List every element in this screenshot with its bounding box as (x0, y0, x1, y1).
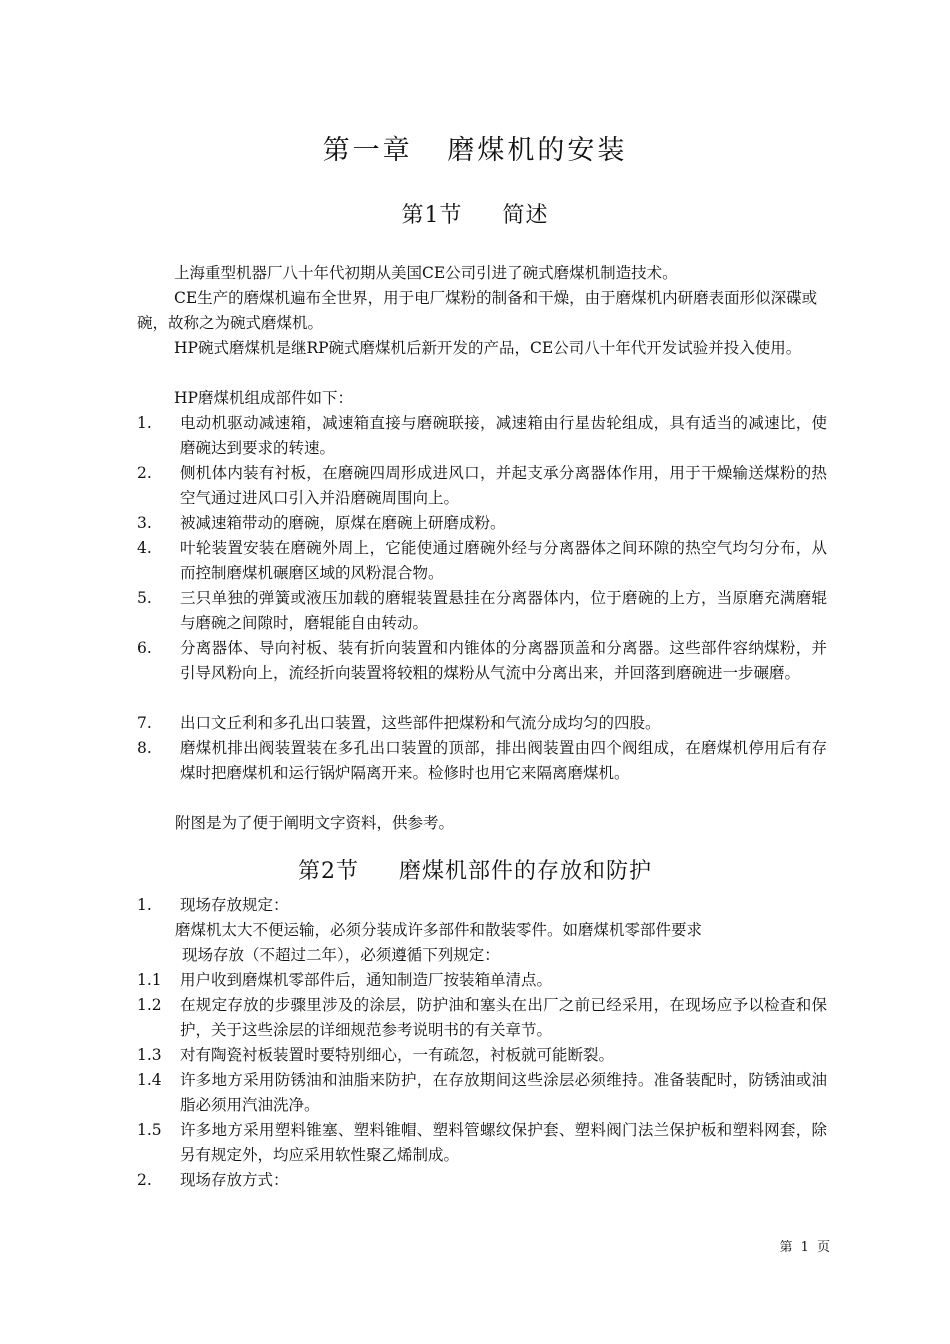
list-item-text: 出口文丘利和多孔出口装置，这些部件把煤粉和气流分成均匀的四股。 (180, 714, 661, 732)
list-item-text: 许多地方采用防锈油和油脂来防护，在存放期间这些涂层必须维持。准备装配时，防锈油或油脂必须用汽油洗净。 (180, 1071, 827, 1114)
list-item-number: 6. (137, 639, 152, 657)
sub-list-item (137, 1068, 827, 1118)
page-number: 第 1 页 (779, 1240, 830, 1255)
list-item (137, 411, 827, 461)
list-item (137, 461, 827, 511)
section-1-title: 第1节 简述 (401, 203, 549, 228)
section-2-title: 第2节 磨煤机部件的存放和防护 (298, 859, 652, 884)
list-item (137, 711, 827, 736)
list-item (137, 511, 827, 536)
list-item (137, 736, 827, 786)
sub-list-item (137, 1118, 827, 1168)
sub-list-item (137, 1043, 827, 1068)
list-item-number: 1.2 (137, 996, 162, 1014)
paragraph: HP磨煤机组成部件如下： (174, 389, 353, 407)
list-item-number: 1.4 (137, 1071, 162, 1089)
closing-note: 附图是为了便于阐明文字资料，供参考。 (175, 814, 455, 832)
list-item (137, 1168, 827, 1193)
sub-list-item (137, 993, 827, 1043)
list-item-text: 用户收到磨煤机零部件后，通知制造厂按装箱单清点。 (180, 971, 553, 989)
list-item-number: 8. (137, 739, 152, 757)
list-item-text: 现场存放方式： (180, 1171, 289, 1189)
list-item-text: 现场存放规定： (180, 896, 289, 914)
list-item-number: 2. (137, 1171, 152, 1189)
paragraph: CE生产的磨煤机遍布全世界，用于电厂煤粉的制备和干燥，由于磨煤机内研磨表面形似深碟或碗，故称之为碗式磨煤机。 (137, 289, 818, 332)
list-item-text: 许多地方采用塑料锥塞、塑料锥帽、塑料管螺纹保护套、塑料阀门法兰保护板和塑料网套，除另有规定外，均应采用软性聚乙烯制成。 (180, 1121, 827, 1164)
list-item-text: 被减速箱带动的磨碗，原煤在磨碗上研磨成粉。 (180, 514, 506, 532)
list-item-number: 1. (137, 896, 152, 914)
list-item-number: 5. (137, 589, 152, 607)
list-item-number: 3. (137, 514, 152, 532)
list-item-number: 4. (137, 539, 152, 557)
list-item (137, 893, 827, 918)
list-item (137, 586, 827, 636)
paragraph: 上海重型机器厂八十年代初期从美国CE公司引进了碗式磨煤机制造技术。 (174, 264, 678, 282)
intro-paragraph (175, 918, 827, 968)
list-item-text: 对有陶瓷衬板装置时要特别细心，一有疏忽，衬板就可能断裂。 (180, 1046, 615, 1064)
paragraph: HP碗式磨煤机是继RP碗式磨煤机后新开发的产品，CE公司八十年代开发试验并投入使用。 (174, 339, 802, 357)
sub-list-item (137, 968, 827, 993)
list-item-text: 电动机驱动减速箱，减速箱直接与磨碗联接，减速箱由行星齿轮组成，具有适当的减速比，使磨碗达到要求的转速。 (180, 414, 827, 457)
list-item-text: 三只单独的弹簧或液压加载的磨辊装置悬挂在分离器体内，位于磨碗的上方，当原磨充满磨辊与磨碗之间隙时，磨辊能自由转动。 (180, 589, 827, 632)
list-item-number: 2. (137, 464, 152, 482)
list-item-number: 1. (137, 414, 152, 432)
intro-line-1: 磨煤机太大不便运输，必须分装成许多部件和散装零件。如磨煤机零部件要求 (175, 921, 703, 939)
list-item-number: 7. (137, 714, 152, 732)
list-item-text: 在规定存放的步骤里涉及的涂层，防护油和塞头在出厂之前已经采用，在现场应予以检查和保护，关于这些涂层的详细规范参考说明书的有关章节。 (180, 996, 827, 1039)
list-item-number: 1.5 (137, 1121, 162, 1139)
list-item (137, 536, 827, 586)
list-item-text: 侧机体内装有衬板，在磨碗四周形成进风口，并起支承分离器体作用，用于干燥输送煤粉的热空气通过进风口引入并沿磨碗周围向上。 (180, 464, 827, 507)
chapter-title: 第一章 磨煤机的安装 (322, 135, 628, 166)
list-item-text: 分离器体、导向衬板、装有折向装置和内锥体的分离器顶盖和分离器。这些部件容纳煤粉，并引导风粉向上，流经折向装置将较粗的煤粉从气流中分离出来，并回落到磨碗进一步碾磨。 (180, 639, 827, 682)
list-item-number: 1.1 (137, 971, 162, 989)
list-item-text: 磨煤机排出阀装置装在多孔出口装置的顶部，排出阀装置由四个阀组成，在磨煤机停用后有存煤时把磨煤机和运行锅炉隔离开来。检修时也用它来隔离磨煤机。 (180, 739, 827, 782)
list-item (137, 636, 827, 686)
intro-line-2: 现场存放（不超过二年），必须遵循下列规定： (182, 946, 500, 964)
list-item-text: 叶轮装置安装在磨碗外周上，它能使通过磨碗外经与分离器体之间环隙的热空气均匀分布，从而控制磨煤机碾磨区域的风粉混合物。 (180, 539, 827, 582)
list-item-number: 1.3 (137, 1046, 162, 1064)
